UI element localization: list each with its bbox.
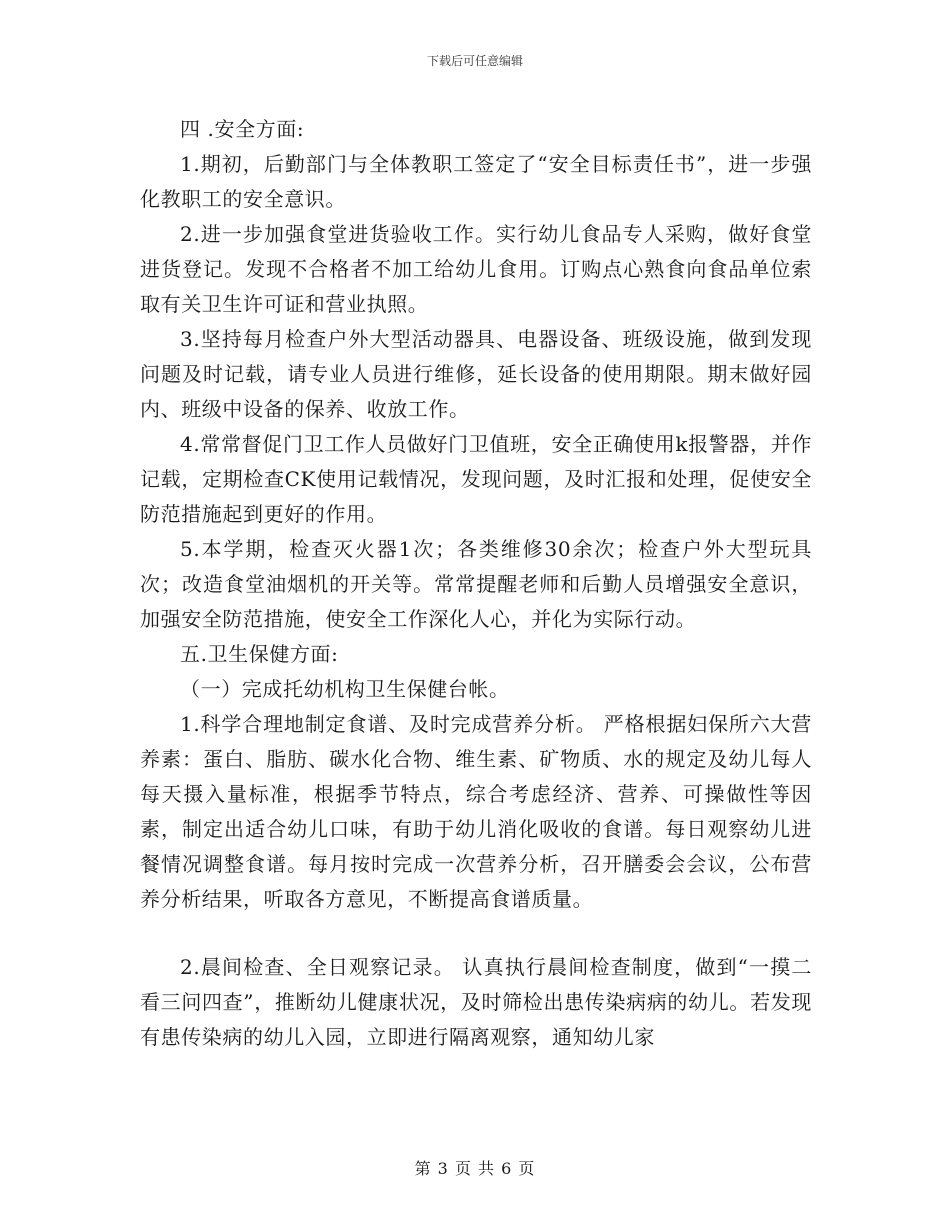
paragraph-safety-2: 2.进一步加强食堂进货验收工作。实行幼儿食品专人采购，做好食堂进货登记。发现不合格者不加工给幼儿食用。订购点心熟食向食品单位索取有关卫生许可证和营业执照。 <box>140 222 812 316</box>
paragraph-safety-5: 5.本学期，检查灭火器1次；各类维修30余次；检查户外大型玩具次；改造食堂油烟机的开关等。常常提醒老师和后勤人员增强安全意识，加强安全防范措施，使安全工作深化人心，并化为实际行动。 <box>140 537 812 631</box>
section-heading-safety: 四 .安全方面: <box>180 117 305 141</box>
paragraph-safety-1: 1.期初，后勤部门与全体教职工签定了“安全目标责任书”，进一步强化教职工的安全意识。 <box>140 152 812 211</box>
page-number-footer: 第 3 页 共 6 页 <box>414 1159 536 1178</box>
section-heading-health: 五.卫生保健方面: <box>180 642 339 666</box>
paragraph-health-1: 1.科学合理地制定食谱、及时完成营养分析。 严格根据妇保所六大营养素：蛋白、脂肪、碳水化合物、维生素、矿物质、水的规定及幼儿每人每天摄入量标准，根据季节特点，综合考虑经济、营养、可操做性等因素，制定出适合幼儿口味，有助于幼儿消化吸收的食谱。每日观察幼儿进餐情况调整食谱。每月按时完成一次营养分析，召开膳委会会议，公布营养分析结果，听取各方意见，不断提高食谱质量。 <box>140 712 812 911</box>
page-header-note: 下载后可任意编辑 <box>426 54 523 68</box>
paragraph-health-2: 2.晨间检查、全日观察记录。 认真执行晨间检查制度，做到“一摸二看三问四查”，推断幼儿健康状况，及时筛检出患传染病病的幼儿。若发现有患传染病的幼儿入园，立即进行隔离观察，通知幼儿家 <box>140 955 812 1049</box>
paragraph-safety-4: 4.常常督促门卫工作人员做好门卫值班，安全正确使用k报警器，并作记载，定期检查CK使用记载情况，发现问题，及时汇报和处理，促使安全防范措施起到更好的作用。 <box>140 432 812 526</box>
document-body <box>140 112 812 1055</box>
paragraph-safety-3: 3.坚持每月检查户外大型活动器具、电器设备、班级设施，做到发现问题及时记载，请专业人员进行维修，延长设备的使用期限。期末做好园内、班级中设备的保养、收放工作。 <box>140 327 812 421</box>
subsection-heading-health-records: （一）完成托幼机构卫生保健台帐。 <box>180 677 510 701</box>
